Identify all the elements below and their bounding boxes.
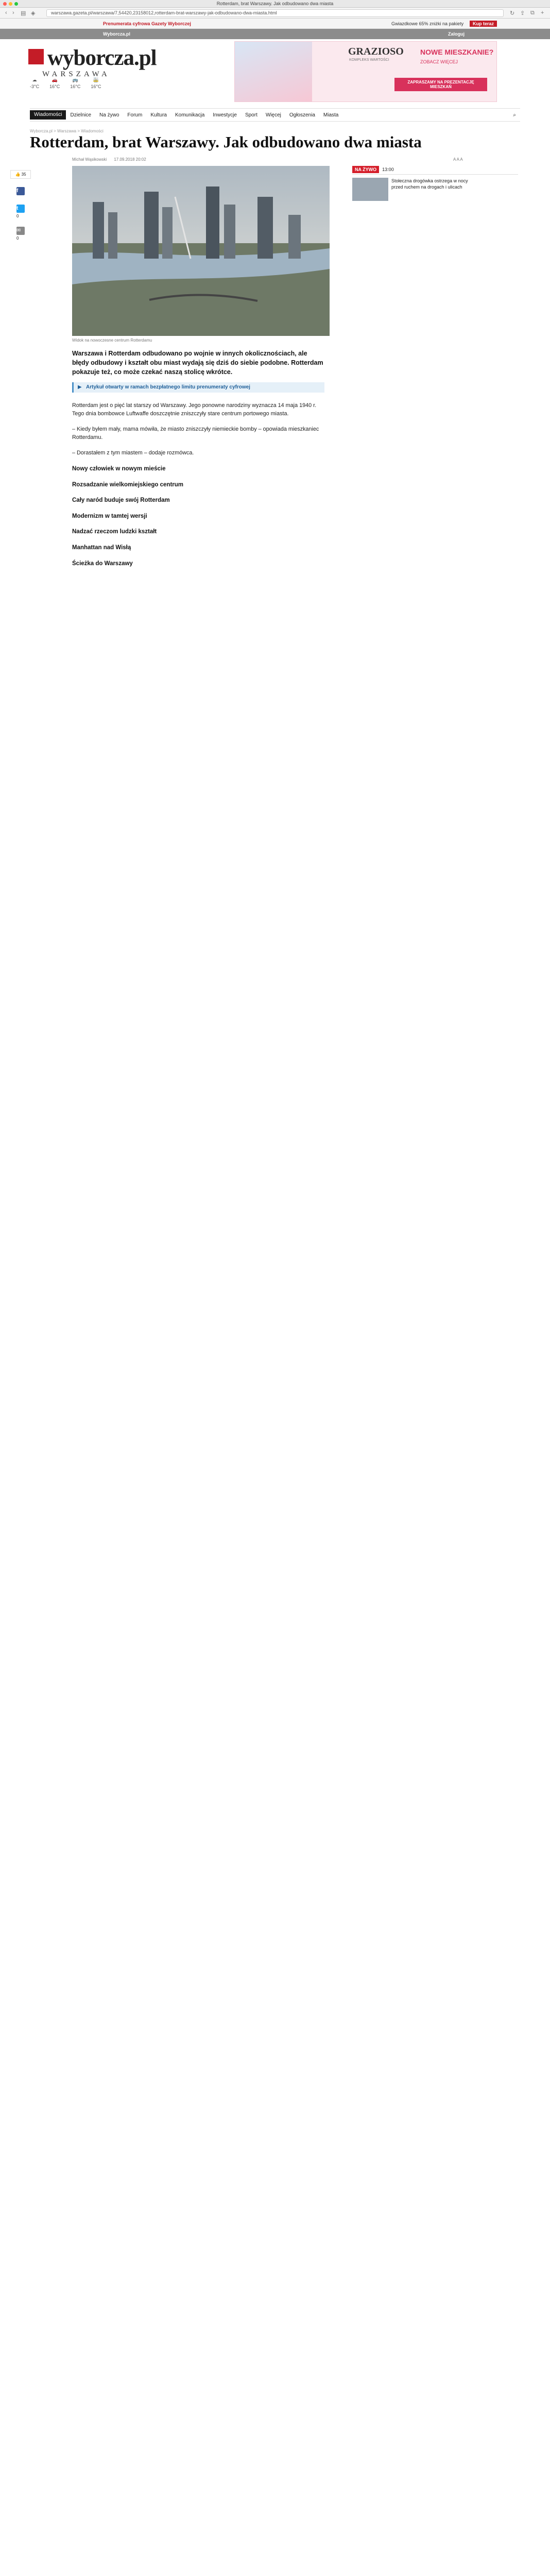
header-advertisement[interactable] (234, 41, 497, 102)
nav-item[interactable]: Dzielnice (70, 112, 92, 118)
section-heading: Nowy człowiek w nowym mieście (72, 465, 166, 472)
breadcrumb[interactable]: Wyborcza.pl > Warszawa > Wiadomości (30, 129, 104, 133)
logo-city: WARSZAWA (42, 70, 110, 78)
article-title: Rotterdam, brat Warszawy. Jak odbudowano dwa miasta (30, 133, 422, 151)
nav-item[interactable]: Na żywo (99, 112, 119, 118)
car-icon: 🚗 (51, 77, 58, 82)
live-badge[interactable]: NA ŻYWO (352, 166, 379, 173)
facebook-share[interactable] (16, 187, 25, 196)
site-logo[interactable] (31, 45, 157, 71)
ad-headline: NOWE MIESZKANIE? (420, 48, 494, 56)
nav-item[interactable]: Komunikacja (175, 112, 205, 118)
tram-icon: 🚋 (93, 77, 99, 82)
sub-bar (0, 29, 550, 39)
logo-mark (28, 49, 44, 64)
ad-brand: GRAZIOSO (348, 46, 404, 57)
nav-item[interactable]: Ogłoszenia (289, 112, 315, 118)
cloud-icon: ☁ (32, 77, 37, 82)
twitter-share[interactable]: t 0 (16, 205, 25, 218)
section-heading: Ścieżka do Warszawy (72, 560, 133, 567)
ad-sub: ZOBACZ WIĘCEJ (420, 59, 458, 64)
article-author[interactable]: Michał Wąsikowski (72, 157, 107, 162)
promo-left-text[interactable]: Prenumerata cyfrowa Gazety Wyborczej (103, 21, 191, 26)
promo-right-text: Gwiazdkowe 65% zniżki na pakiety (391, 21, 464, 26)
promo-buy-button[interactable]: Kup teraz (470, 21, 497, 27)
section-heading: Manhattan nad Wisłą (72, 544, 131, 551)
comments-link[interactable]: ✉ 0 (16, 227, 25, 241)
live-header (352, 166, 518, 175)
section-heading: Rozsadzanie wielkomiejskiego centrum (72, 481, 184, 488)
section-heading: Modernizm w tamtej wersji (72, 513, 147, 519)
live-time: 13:00 (382, 167, 394, 172)
twitter-icon: t (16, 205, 25, 213)
address-bar[interactable]: warszawa.gazeta.pl/warszawa/7,54420,23158012,rotterdam-brat-warszawy-jak-odbudowano-dwa-miasta.html (46, 9, 504, 17)
section-heading: Nadzać rzeczom ludzki kształt (72, 529, 157, 535)
ad-cta-button[interactable]: ZAPRASZAMY NA PREZENTACJĘ MIESZKAŃ (394, 78, 487, 91)
article-lead: Warszawa i Rotterdam odbudowano po wojnie w innych okolicznościach, ale błędy odbudowy i kształt obu miast wydają się dziś do siebie podobne. Rotterdam pokazuje też, co może czekać naszą stolicę wkrótce. (72, 350, 323, 376)
live-thumb (352, 178, 388, 201)
promo-bar (0, 19, 550, 29)
info-icon: ▶ (78, 384, 82, 390)
nav-item[interactable]: Sport (245, 112, 257, 118)
nav-item[interactable]: Forum (127, 112, 143, 118)
article-meta (72, 157, 146, 162)
nav-item[interactable]: Wiadomości (30, 110, 66, 120)
live-item[interactable] (352, 178, 518, 201)
text-size-controls[interactable]: A A A (453, 157, 463, 162)
share-icon[interactable]: ⇪ (520, 10, 525, 16)
paragraph: Rotterdam jest o pięć lat starszy od Warszawy. Jego ponowne narodziny wyznacza 14 maja 1940 r. Tego dnia bombowce Luftwaffe doszczętnie zniszczyły stare centrum portowego miasta. (72, 402, 317, 417)
article-body (72, 402, 324, 575)
sidebar-icon[interactable]: ▤ (21, 10, 26, 16)
zoom-window-icon[interactable] (14, 2, 18, 6)
close-window-icon[interactable] (3, 2, 7, 6)
like-counter[interactable]: 👍 35 (10, 170, 31, 179)
nav-item[interactable]: Inwestycje (213, 112, 237, 118)
sidebar (352, 166, 518, 201)
section-heading: Cały naród buduje swój Rotterdam (72, 497, 170, 504)
forward-icon[interactable]: › (12, 10, 14, 16)
weather-strip (30, 77, 101, 89)
reload-icon[interactable]: ↻ (510, 10, 515, 16)
browser-toolbar (0, 8, 550, 19)
main-navigation (30, 108, 520, 122)
nav-item[interactable]: Miasta (323, 112, 339, 118)
minimize-window-icon[interactable] (9, 2, 12, 6)
subscription-info-link[interactable]: ▶ Artykuł otwarty w ramach bezpłatnego limitu prenumeraty cyfrowej (72, 382, 324, 393)
logo-tld: .pl (133, 46, 157, 70)
sub-brand[interactable]: Wyborcza.pl (103, 31, 130, 37)
nav-item[interactable]: Kultura (150, 112, 167, 118)
article-photo[interactable] (72, 166, 330, 336)
nav-item[interactable]: Więcej (265, 112, 281, 118)
share-rail (10, 170, 31, 241)
ad-image (235, 42, 312, 102)
search-icon[interactable]: ⌕ (513, 112, 516, 118)
ad-tagline: KOMPLEKS WARTOŚCI (349, 58, 389, 62)
weather-item[interactable]: 🚗 16°C (49, 77, 60, 89)
back-icon[interactable]: ‹ (5, 10, 7, 16)
photo-caption: Widok na nowoczesne centrum Rotterdamu (72, 338, 152, 343)
article-date: 17.09.2018 20:02 (114, 157, 146, 162)
bus-icon: 🚌 (72, 77, 78, 82)
paragraph: – Dorastałem z tym miastem – dodaje rozmówca. (72, 450, 194, 456)
facebook-icon: f (16, 187, 25, 195)
weather-item[interactable]: ☁ -3°C (30, 77, 40, 89)
add-tab-icon[interactable]: + (541, 10, 544, 16)
window-titlebar (0, 0, 550, 8)
like-icon: 👍 (15, 172, 21, 177)
window-controls[interactable] (3, 2, 18, 6)
city-skyline-image (72, 166, 330, 336)
paragraph: – Kiedy byłem mały, mama mówiła, że miasto zniszczyły niemieckie bomby – opowiada mieszkaniec Rotterdamu. (72, 426, 319, 440)
weather-item[interactable]: 🚌 16°C (70, 77, 81, 89)
live-item-text: Stołeczna drogówka ostrzega w nocy przed ruchem na drogach i ulicach (391, 178, 468, 190)
sub-login-link[interactable]: Zaloguj (448, 31, 465, 37)
shield-icon[interactable]: ◈ (31, 10, 36, 16)
weather-item[interactable]: 🚋 16°C (91, 77, 101, 89)
comment-icon: ✉ (16, 227, 25, 235)
tabs-icon[interactable]: ⧉ (530, 10, 535, 16)
tab-title: Rotterdam, brat Warszawy. Jak odbudowano dwa miasta (216, 1, 334, 6)
logo-name: wyborcza (47, 46, 134, 70)
